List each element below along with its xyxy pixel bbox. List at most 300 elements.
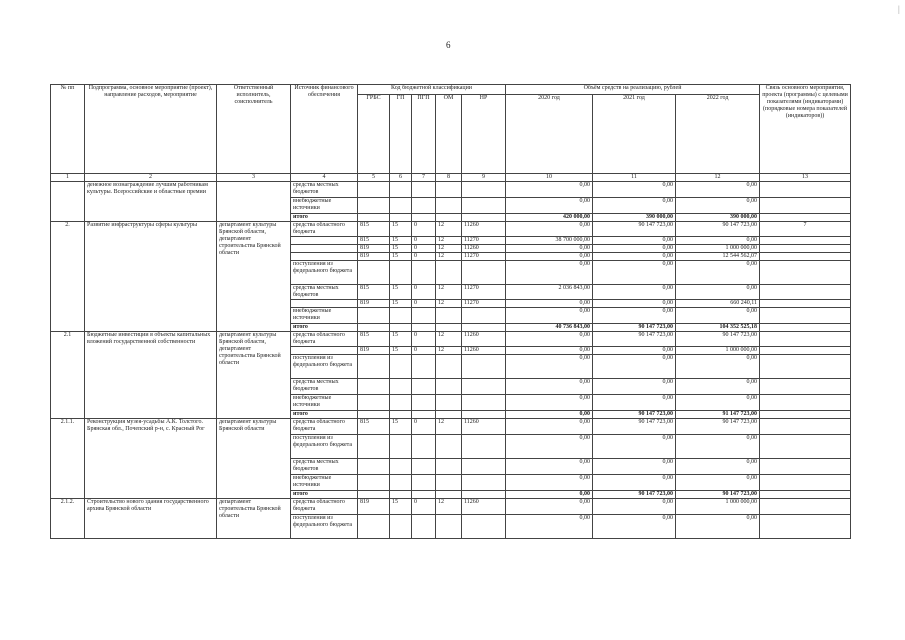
cell-y2020: 0,00 bbox=[506, 261, 593, 285]
cell-gp bbox=[390, 491, 412, 499]
cell-y2021: 0,00 bbox=[593, 379, 676, 395]
cell-y2020: 420 000,00 bbox=[506, 214, 593, 222]
cell-y2021: 90 147 723,00 bbox=[593, 222, 676, 237]
cell-src: поступления из федерального бюджета bbox=[291, 261, 358, 285]
cell-grbs bbox=[358, 182, 390, 198]
cell-grbs bbox=[358, 459, 390, 475]
cell-pgp bbox=[412, 182, 436, 198]
cell-gp: 15 bbox=[390, 332, 412, 347]
cell-nr bbox=[462, 355, 506, 379]
cell-grbs: 819 bbox=[358, 300, 390, 308]
cell-nr: 11260 bbox=[462, 499, 506, 515]
cell-y2022: 0,00 bbox=[676, 261, 760, 285]
cell-link bbox=[760, 198, 851, 214]
column-number: 10 bbox=[506, 174, 593, 182]
cell-gp: 15 bbox=[390, 237, 412, 245]
cell-src: итого bbox=[291, 324, 358, 332]
cell-nr bbox=[462, 308, 506, 324]
cell-y2020: 40 736 843,00 bbox=[506, 324, 593, 332]
cell-gp: 15 bbox=[390, 253, 412, 261]
cell-gp bbox=[390, 411, 412, 419]
cell-link bbox=[760, 214, 851, 222]
header-2022: 2022 год bbox=[676, 95, 760, 174]
header-amount-group: Объём средств на реализацию, рублей bbox=[506, 85, 760, 95]
cell-grbs bbox=[358, 261, 390, 285]
cell-y2022: 0,00 bbox=[676, 379, 760, 395]
cell-nr bbox=[462, 198, 506, 214]
cell-name: Реконструкция музея-усадьбы А.К. Толстого. Брянская обл., Почепский р-н, с. Красный Рог bbox=[85, 419, 217, 499]
cell-nr: 11260 bbox=[462, 332, 506, 347]
cell-y2021: 0,00 bbox=[593, 182, 676, 198]
cell-pgp: 0 bbox=[412, 285, 436, 300]
cell-name: денежное вознаграждение лучшим работникам культуры. Всероссийские и областные премии bbox=[85, 182, 217, 222]
cell-nr: 11260 bbox=[462, 347, 506, 355]
cell-pgp bbox=[412, 411, 436, 419]
cell-pgp bbox=[412, 491, 436, 499]
cell-link bbox=[760, 261, 851, 285]
cell-y2022: 104 352 525,18 bbox=[676, 324, 760, 332]
cell-pgp bbox=[412, 459, 436, 475]
cell-src: средства местных бюджетов bbox=[291, 379, 358, 395]
cell-y2020: 0,00 bbox=[506, 499, 593, 515]
cell-gp bbox=[390, 379, 412, 395]
cell-src: средства областного бюджета bbox=[291, 332, 358, 347]
cell-link bbox=[760, 395, 851, 411]
cell-pgp bbox=[412, 395, 436, 411]
cell-no: 2.1.1. bbox=[51, 419, 85, 499]
cell-om bbox=[436, 459, 462, 475]
cell-y2022: 1 000 000,00 bbox=[676, 347, 760, 355]
cell-om bbox=[436, 182, 462, 198]
cell-y2021: 0,00 bbox=[593, 355, 676, 379]
cell-name: Строительство нового здания государственного архива Брянской области bbox=[85, 499, 217, 539]
cell-src: средства областного бюджета bbox=[291, 222, 358, 237]
cell-gp: 15 bbox=[390, 347, 412, 355]
cell-y2022: 0,00 bbox=[676, 308, 760, 324]
cell-y2022: 90 147 723,00 bbox=[676, 419, 760, 435]
cell-y2021: 0,00 bbox=[593, 347, 676, 355]
cell-nr bbox=[462, 395, 506, 411]
cell-src: средства местных бюджетов bbox=[291, 459, 358, 475]
cell-grbs: 815 bbox=[358, 222, 390, 237]
cell-gp bbox=[390, 459, 412, 475]
cell-y2020: 0,00 bbox=[506, 300, 593, 308]
cell-grbs bbox=[358, 411, 390, 419]
cell-om: 12 bbox=[436, 332, 462, 347]
cell-pgp: 0 bbox=[412, 332, 436, 347]
cell-y2022: 90 147 723,00 bbox=[676, 332, 760, 347]
cell-om bbox=[436, 411, 462, 419]
cell-y2022: 1 000 000,00 bbox=[676, 245, 760, 253]
column-number: 6 bbox=[390, 174, 412, 182]
cell-nr bbox=[462, 411, 506, 419]
cell-y2022: 1 000 000,00 bbox=[676, 499, 760, 515]
cell-y2020: 0,00 bbox=[506, 379, 593, 395]
cell-pgp bbox=[412, 308, 436, 324]
cell-om: 12 bbox=[436, 222, 462, 237]
cell-src bbox=[291, 237, 358, 245]
cell-link bbox=[760, 515, 851, 539]
cell-link bbox=[760, 499, 851, 515]
cell-y2021: 0,00 bbox=[593, 499, 676, 515]
cell-nr bbox=[462, 515, 506, 539]
table-row bbox=[51, 182, 851, 198]
cell-grbs: 819 bbox=[358, 253, 390, 261]
cell-y2020: 0,00 bbox=[506, 515, 593, 539]
cell-src: внебюджетные источники bbox=[291, 395, 358, 411]
cell-y2021: 0,00 bbox=[593, 475, 676, 491]
cell-grbs bbox=[358, 491, 390, 499]
cell-y2021: 90 147 723,00 bbox=[593, 411, 676, 419]
cell-src: итого bbox=[291, 411, 358, 419]
cell-nr bbox=[462, 435, 506, 459]
cell-src: поступления из федерального бюджета bbox=[291, 355, 358, 379]
cell-src: средства областного бюджета bbox=[291, 499, 358, 515]
cell-y2020: 0,00 bbox=[506, 491, 593, 499]
page-number: 6 bbox=[446, 40, 451, 50]
cell-grbs bbox=[358, 395, 390, 411]
cell-grbs: 815 bbox=[358, 332, 390, 347]
cell-nr bbox=[462, 379, 506, 395]
cell-link bbox=[760, 435, 851, 459]
cell-nr: 11260 bbox=[462, 245, 506, 253]
cell-om bbox=[436, 355, 462, 379]
cell-om bbox=[436, 379, 462, 395]
cell-y2020: 0,00 bbox=[506, 475, 593, 491]
header-grbs: ГРБС bbox=[358, 95, 390, 174]
cell-link bbox=[760, 332, 851, 347]
cell-gp bbox=[390, 261, 412, 285]
cell-om bbox=[436, 475, 462, 491]
cell-y2020: 2 036 843,00 bbox=[506, 285, 593, 300]
cell-y2021: 0,00 bbox=[593, 459, 676, 475]
cell-om: 12 bbox=[436, 285, 462, 300]
cell-pgp bbox=[412, 261, 436, 285]
cell-gp: 15 bbox=[390, 499, 412, 515]
cell-link: 7 bbox=[760, 222, 851, 237]
cell-pgp bbox=[412, 379, 436, 395]
cell-link bbox=[760, 182, 851, 198]
header-2021: 2021 год bbox=[593, 95, 676, 174]
cell-gp bbox=[390, 324, 412, 332]
cell-gp: 15 bbox=[390, 285, 412, 300]
cell-gp bbox=[390, 182, 412, 198]
cell-src: внебюджетные источники bbox=[291, 475, 358, 491]
cell-resp: департамент строительства Брянской области bbox=[217, 499, 291, 539]
cell-src: итого bbox=[291, 491, 358, 499]
cell-nr: 11260 bbox=[462, 222, 506, 237]
cell-src: поступления из федерального бюджета bbox=[291, 515, 358, 539]
header-2020: 2020 год bbox=[506, 95, 593, 174]
cell-y2022: 0,00 bbox=[676, 198, 760, 214]
cell-grbs bbox=[358, 308, 390, 324]
cell-pgp: 0 bbox=[412, 499, 436, 515]
cell-grbs bbox=[358, 475, 390, 491]
cell-link bbox=[760, 411, 851, 419]
cell-y2021: 0,00 bbox=[593, 395, 676, 411]
cell-om: 12 bbox=[436, 300, 462, 308]
cell-y2021: 0,00 bbox=[593, 261, 676, 285]
cell-nr bbox=[462, 459, 506, 475]
cell-pgp bbox=[412, 475, 436, 491]
cell-src bbox=[291, 245, 358, 253]
cell-pgp: 0 bbox=[412, 300, 436, 308]
table-row bbox=[51, 499, 851, 515]
cell-om: 12 bbox=[436, 253, 462, 261]
cell-y2020: 0,00 bbox=[506, 198, 593, 214]
cell-y2021: 0,00 bbox=[593, 237, 676, 245]
cell-om: 12 bbox=[436, 419, 462, 435]
cell-pgp bbox=[412, 324, 436, 332]
column-number: 7 bbox=[412, 174, 436, 182]
cell-gp: 15 bbox=[390, 300, 412, 308]
cell-y2021: 90 147 723,00 bbox=[593, 324, 676, 332]
header-om: ОМ bbox=[436, 95, 462, 174]
column-number: 9 bbox=[462, 174, 506, 182]
header-code-group: Код бюджетной классификации bbox=[358, 85, 506, 95]
cell-y2020: 0,00 bbox=[506, 355, 593, 379]
cell-y2020: 0,00 bbox=[506, 347, 593, 355]
cell-nr: 11260 bbox=[462, 419, 506, 435]
cell-pgp: 0 bbox=[412, 347, 436, 355]
cell-link bbox=[760, 379, 851, 395]
cell-y2021: 0,00 bbox=[593, 515, 676, 539]
cell-link bbox=[760, 475, 851, 491]
cell-resp: департамент культуры Брянской области, департамент строительства Брянской области bbox=[217, 332, 291, 419]
header-no: № пп bbox=[51, 85, 85, 174]
cell-y2022: 0,00 bbox=[676, 237, 760, 245]
header-link: Связь основного мероприятия, проекта (программы) с целевыми показателями (индикаторами) (порядковые номера показателей (индикаторов)) bbox=[760, 85, 851, 174]
cell-link bbox=[760, 308, 851, 324]
cell-y2020: 0,00 bbox=[506, 308, 593, 324]
column-number: 4 bbox=[291, 174, 358, 182]
cell-om: 12 bbox=[436, 499, 462, 515]
cell-gp: 15 bbox=[390, 222, 412, 237]
cell-pgp bbox=[412, 214, 436, 222]
header-pgp: ПГП bbox=[412, 95, 436, 174]
cell-gp: 15 bbox=[390, 245, 412, 253]
column-number: 11 bbox=[593, 174, 676, 182]
cell-nr bbox=[462, 491, 506, 499]
cell-y2022: 90 147 723,00 bbox=[676, 491, 760, 499]
cell-om bbox=[436, 515, 462, 539]
cell-grbs bbox=[358, 515, 390, 539]
cell-pgp bbox=[412, 198, 436, 214]
cell-y2020: 0,00 bbox=[506, 222, 593, 237]
cell-grbs bbox=[358, 214, 390, 222]
cell-y2022: 90 147 723,00 bbox=[676, 222, 760, 237]
cell-om: 12 bbox=[436, 347, 462, 355]
cell-nr bbox=[462, 182, 506, 198]
cell-y2022: 0,00 bbox=[676, 395, 760, 411]
cell-resp bbox=[217, 182, 291, 222]
cell-om bbox=[436, 308, 462, 324]
cell-grbs bbox=[358, 324, 390, 332]
cell-src bbox=[291, 253, 358, 261]
cell-pgp bbox=[412, 515, 436, 539]
cell-om: 12 bbox=[436, 245, 462, 253]
cell-om bbox=[436, 261, 462, 285]
cell-y2021: 90 147 723,00 bbox=[593, 419, 676, 435]
cell-link bbox=[760, 491, 851, 499]
cell-y2022: 660 240,11 bbox=[676, 300, 760, 308]
cell-om bbox=[436, 491, 462, 499]
cell-gp: 15 bbox=[390, 419, 412, 435]
cell-y2021: 0,00 bbox=[593, 245, 676, 253]
cell-gp bbox=[390, 435, 412, 459]
cell-y2020: 0,00 bbox=[506, 419, 593, 435]
cell-link bbox=[760, 237, 851, 245]
header-subprogram: Подпрограмма, основное мероприятие (проект), направление расходов, мероприятие bbox=[85, 85, 217, 174]
cell-y2021: 0,00 bbox=[593, 435, 676, 459]
cell-y2022: 12 544 562,07 bbox=[676, 253, 760, 261]
cell-nr: 11270 bbox=[462, 237, 506, 245]
cell-link bbox=[760, 285, 851, 300]
cell-link bbox=[760, 355, 851, 379]
cell-name: Бюджетные инвестиции в объекты капитальных вложений государственной собственности bbox=[85, 332, 217, 419]
column-number: 3 bbox=[217, 174, 291, 182]
cell-y2021: 90 147 723,00 bbox=[593, 332, 676, 347]
cell-pgp: 0 bbox=[412, 237, 436, 245]
cell-y2021: 0,00 bbox=[593, 300, 676, 308]
cell-y2022: 0,00 bbox=[676, 435, 760, 459]
cell-src: средства областного бюджета bbox=[291, 419, 358, 435]
cell-y2021: 0,00 bbox=[593, 308, 676, 324]
cell-gp bbox=[390, 395, 412, 411]
header-gp: ГП bbox=[390, 95, 412, 174]
cell-nr bbox=[462, 324, 506, 332]
cell-om bbox=[436, 395, 462, 411]
cell-pgp bbox=[412, 435, 436, 459]
cell-gp bbox=[390, 475, 412, 491]
column-number: 8 bbox=[436, 174, 462, 182]
cell-src bbox=[291, 300, 358, 308]
cell-link bbox=[760, 459, 851, 475]
cell-y2021: 0,00 bbox=[593, 285, 676, 300]
cell-om bbox=[436, 324, 462, 332]
cell-nr bbox=[462, 261, 506, 285]
cell-nr: 11270 bbox=[462, 300, 506, 308]
cell-src: поступления из федерального бюджета bbox=[291, 435, 358, 459]
cell-nr: 11270 bbox=[462, 253, 506, 261]
column-number: 13 bbox=[760, 174, 851, 182]
cell-grbs bbox=[358, 198, 390, 214]
cell-grbs: 819 bbox=[358, 245, 390, 253]
cell-om bbox=[436, 214, 462, 222]
cell-link bbox=[760, 253, 851, 261]
cell-link bbox=[760, 300, 851, 308]
cell-pgp: 0 bbox=[412, 222, 436, 237]
cell-gp bbox=[390, 198, 412, 214]
column-number: 1 bbox=[51, 174, 85, 182]
cell-link bbox=[760, 347, 851, 355]
cell-grbs bbox=[358, 355, 390, 379]
header-responsible: Ответственный исполнитель, соисполнитель bbox=[217, 85, 291, 174]
cell-nr bbox=[462, 475, 506, 491]
cell-pgp bbox=[412, 355, 436, 379]
budget-table bbox=[50, 84, 851, 539]
cell-y2022: 91 147 723,00 bbox=[676, 411, 760, 419]
cell-y2021: 390 000,00 bbox=[593, 214, 676, 222]
cell-nr bbox=[462, 214, 506, 222]
cell-resp: департамент культуры Брянской области, департамент строительства Брянской области bbox=[217, 222, 291, 332]
cell-y2020: 0,00 bbox=[506, 182, 593, 198]
cell-grbs: 815 bbox=[358, 237, 390, 245]
cell-src: внебюджетные источники bbox=[291, 198, 358, 214]
cell-y2021: 0,00 bbox=[593, 198, 676, 214]
cell-y2022: 390 000,00 bbox=[676, 214, 760, 222]
cell-nr: 11270 bbox=[462, 285, 506, 300]
table-row bbox=[51, 222, 851, 237]
cell-no bbox=[51, 182, 85, 222]
cell-y2022: 0,00 bbox=[676, 459, 760, 475]
cell-pgp: 0 bbox=[412, 245, 436, 253]
cell-name: Развитие инфраструктуры сферы культуры bbox=[85, 222, 217, 332]
column-number: 2 bbox=[85, 174, 217, 182]
cell-y2020: 0,00 bbox=[506, 332, 593, 347]
cell-gp bbox=[390, 355, 412, 379]
cell-om: 12 bbox=[436, 237, 462, 245]
cell-y2020: 0,00 bbox=[506, 435, 593, 459]
cell-grbs bbox=[358, 379, 390, 395]
cell-src bbox=[291, 347, 358, 355]
column-numbers-row bbox=[51, 174, 851, 182]
cell-link bbox=[760, 419, 851, 435]
column-number: 12 bbox=[676, 174, 760, 182]
cell-grbs: 819 bbox=[358, 347, 390, 355]
edge-mark: | bbox=[898, 4, 900, 14]
header-source: Источник финансового обеспечения bbox=[291, 85, 358, 174]
cell-y2022: 0,00 bbox=[676, 515, 760, 539]
table-row bbox=[51, 419, 851, 435]
cell-no: 2.1 bbox=[51, 332, 85, 419]
cell-y2022: 0,00 bbox=[676, 475, 760, 491]
table-row bbox=[51, 332, 851, 347]
cell-grbs: 815 bbox=[358, 285, 390, 300]
cell-y2021: 0,00 bbox=[593, 253, 676, 261]
cell-pgp: 0 bbox=[412, 253, 436, 261]
cell-src: итого bbox=[291, 214, 358, 222]
cell-src: внебюджетные источники bbox=[291, 308, 358, 324]
cell-gp bbox=[390, 214, 412, 222]
cell-grbs bbox=[358, 435, 390, 459]
cell-link bbox=[760, 324, 851, 332]
cell-gp bbox=[390, 515, 412, 539]
cell-y2020: 38 700 000,00 bbox=[506, 237, 593, 245]
cell-gp bbox=[390, 308, 412, 324]
cell-src: средства местных бюджетов bbox=[291, 182, 358, 198]
cell-y2022: 0,00 bbox=[676, 182, 760, 198]
cell-y2020: 0,00 bbox=[506, 411, 593, 419]
cell-y2020: 0,00 bbox=[506, 395, 593, 411]
header-nr: НР bbox=[462, 95, 506, 174]
cell-y2022: 0,00 bbox=[676, 285, 760, 300]
cell-grbs: 815 bbox=[358, 419, 390, 435]
cell-om bbox=[436, 198, 462, 214]
cell-no: 2.1.2. bbox=[51, 499, 85, 539]
column-number: 5 bbox=[358, 174, 390, 182]
cell-y2020: 0,00 bbox=[506, 459, 593, 475]
cell-y2020: 0,00 bbox=[506, 253, 593, 261]
cell-y2021: 90 147 723,00 bbox=[593, 491, 676, 499]
cell-no: 2. bbox=[51, 222, 85, 332]
cell-om bbox=[436, 435, 462, 459]
cell-resp: департамент культуры Брянской области bbox=[217, 419, 291, 499]
cell-pgp: 0 bbox=[412, 419, 436, 435]
cell-y2020: 0,00 bbox=[506, 245, 593, 253]
cell-src: средства местных бюджетов bbox=[291, 285, 358, 300]
cell-y2022: 0,00 bbox=[676, 355, 760, 379]
